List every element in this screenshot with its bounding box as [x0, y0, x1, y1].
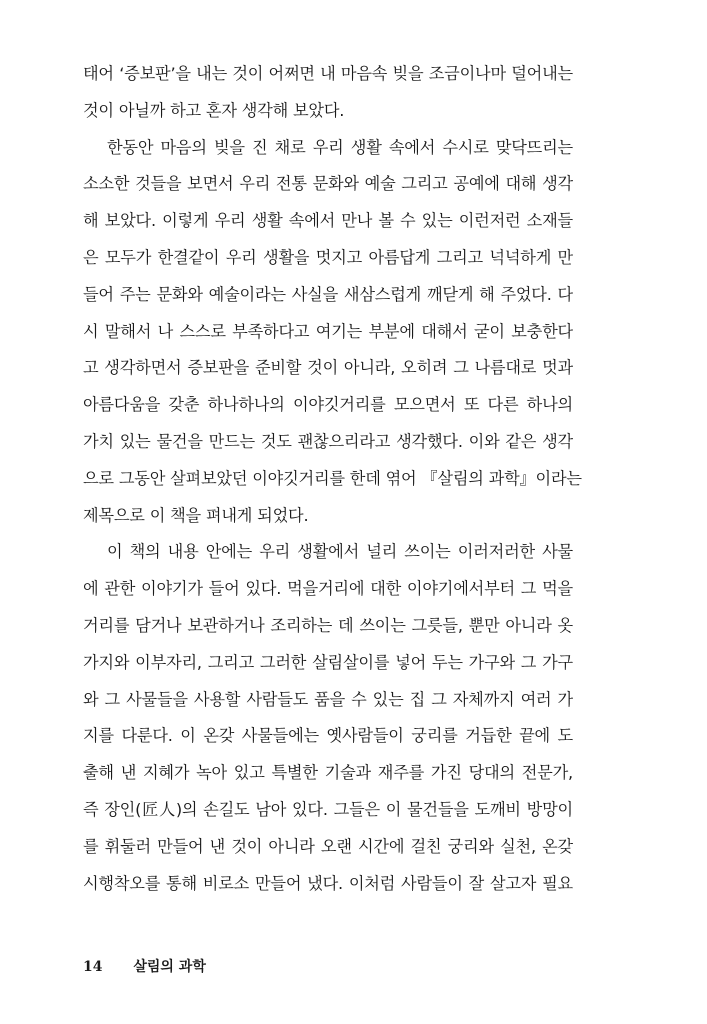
- text-line: 시 말해서 나 스스로 부족하다고 여기는 부분에 대해서 굳이 보충한다: [83, 321, 573, 341]
- text-line: 소소한 것들을 보면서 우리 전통 문화와 예술 그리고 공예에 대해 생각: [83, 174, 573, 194]
- text-line: 출해 낸 지혜가 녹아 있고 특별한 기술과 재주를 가진 당대의 전문가,: [83, 763, 573, 783]
- running-title: 살림의 과학: [133, 959, 206, 975]
- text-line: 와 그 사물들을 사용할 사람들도 품을 수 있는 집 그 자체까지 여러 가: [83, 689, 573, 709]
- text-line: 아름다움을 갖춘 하나하나의 이야깃거리를 모으면서 또 다른 하나의: [83, 395, 573, 415]
- page-number: 14: [83, 959, 103, 975]
- text-line: 들어 주는 문화와 예술이라는 사실을 새삼스럽게 깨닫게 해 주었다. 다: [83, 284, 573, 304]
- text-line: 를 휘둘러 만들어 낸 것이 아니라 오랜 시간에 걸친 궁리와 실천, 온갖: [83, 836, 573, 856]
- text-line: 이 책의 내용 안에는 우리 생활에서 널리 쓰이는 이러저러한 사물: [107, 542, 573, 562]
- text-line: 시행착오를 통해 비로소 만들어 냈다. 이처럼 사람들이 잘 살고자 필요: [83, 873, 573, 893]
- text-line: 제목으로 이 책을 펴내게 되었다.: [83, 505, 309, 525]
- text-line: 은 모두가 한결같이 우리 생활을 멋지고 아름답게 그리고 넉넉하게 만: [83, 247, 573, 267]
- text-line: 거리를 담거나 보관하거나 조리하는 데 쓰이는 그릇들, 뿐만 아니라 옷: [83, 615, 573, 635]
- text-line: 즉 장인(匠人)의 손길도 남아 있다. 그들은 이 물건들을 도깨비 방망이: [83, 799, 573, 819]
- page-footer: [83, 956, 206, 976]
- text-line: 태어 ‘증보판’을 내는 것이 어쩌면 내 마음속 빚을 조금이나마 덜어내는: [83, 64, 573, 83]
- text-line: 고 생각하면서 증보판을 준비할 것이 아니라, 오히려 그 나름대로 멋과: [83, 358, 573, 378]
- text-line: 해 보았다. 이렇게 우리 생활 속에서 만나 볼 수 있는 이런저런 소재들: [83, 211, 573, 231]
- text-line: 것이 아닐까 하고 혼자 생각해 보았다.: [83, 100, 345, 120]
- text-line: 한동안 마음의 빚을 진 채로 우리 생활 속에서 수시로 맞닥뜨리는: [107, 137, 573, 157]
- text-line: 지를 다룬다. 이 온갖 사물들에는 옛사람들이 궁리를 거듭한 끝에 도: [83, 726, 573, 746]
- text-line: 으로 그동안 살펴보았던 이야깃거리를 한데 엮어 『살림의 과학』이라는: [83, 468, 582, 488]
- text-line: 에 관한 이야기가 들어 있다. 먹을거리에 대한 이야기에서부터 그 먹을: [83, 579, 573, 599]
- text-line: 가치 있는 물건을 만드는 것도 괜찮으리라고 생각했다. 이와 같은 생각: [83, 431, 573, 451]
- body-text: [83, 60, 582, 906]
- text-line: 가지와 이부자리, 그리고 그러한 살림살이를 넣어 두는 가구와 그 가구: [83, 652, 573, 672]
